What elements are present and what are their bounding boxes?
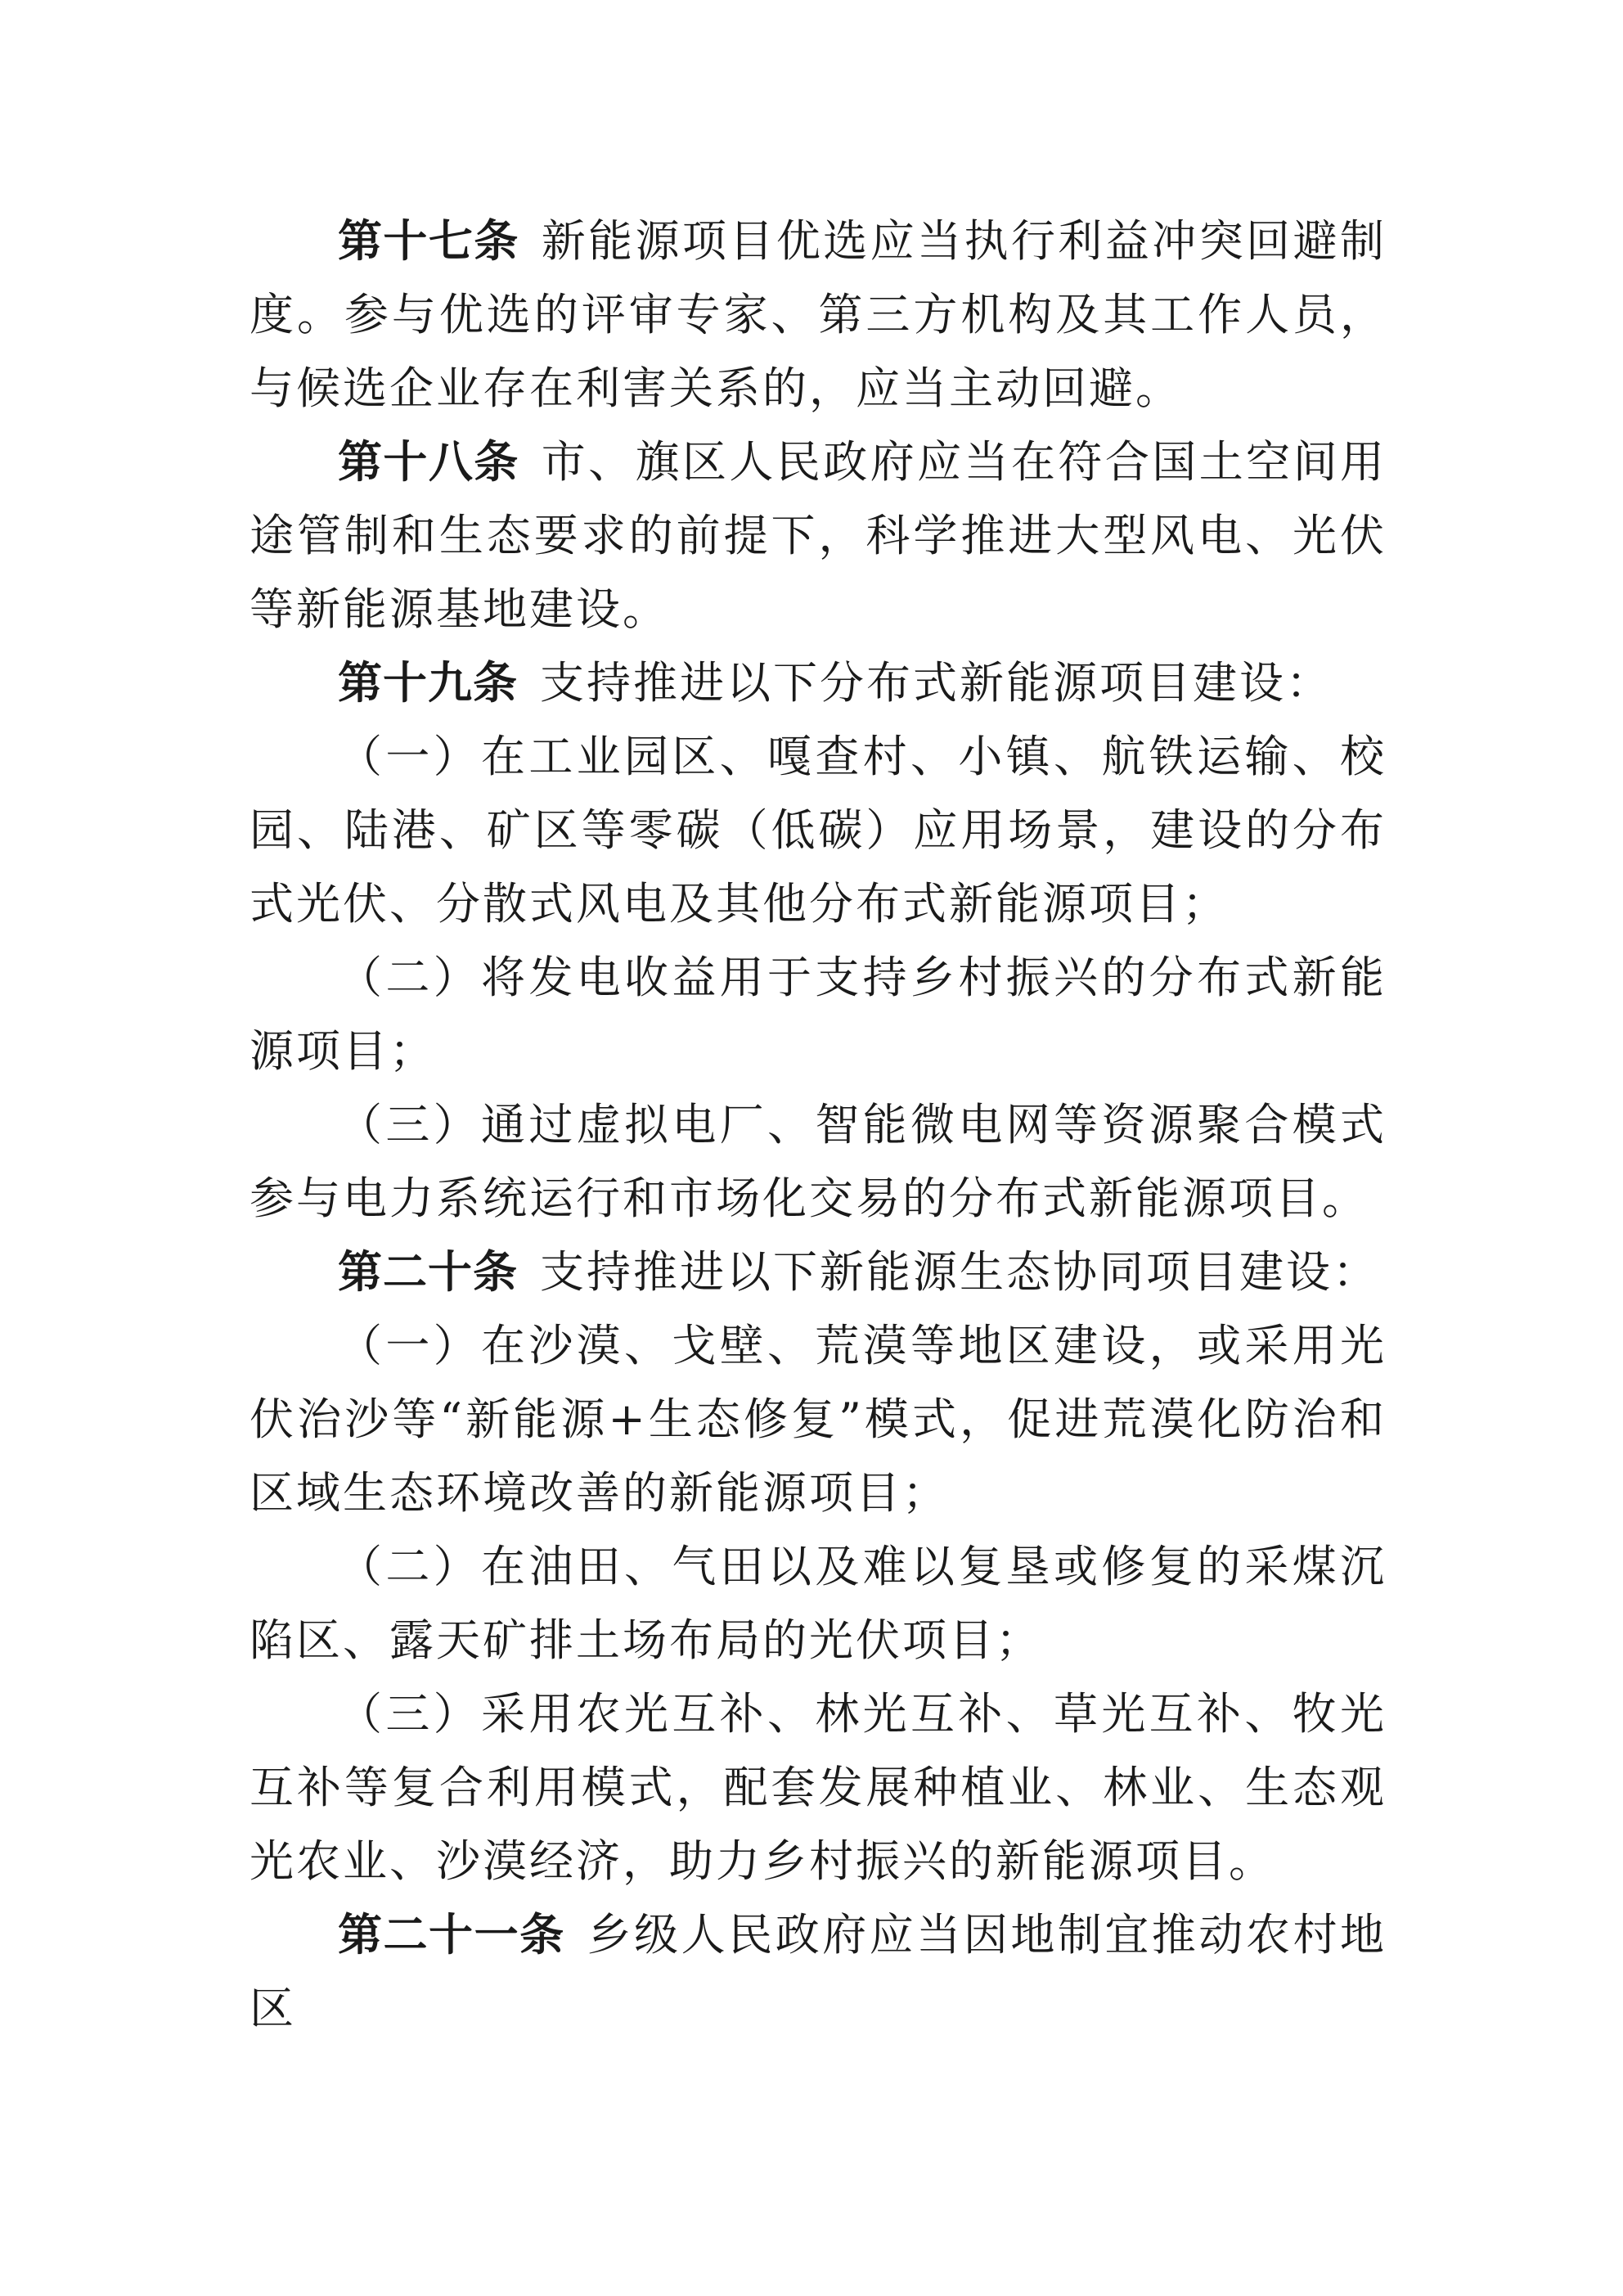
article-19-item-3: （三）通过虚拟电厂、智能微电网等资源聚合模式参与电力系统运行和市场化交易的分布式新能源项目。 xyxy=(250,1099,1387,1224)
article-21 xyxy=(250,1898,1387,2046)
article-title: 第二十一条 xyxy=(338,1909,565,1961)
article-19-item-2: （二）将发电收益用于支持乡村振兴的分布式新能源项目； xyxy=(250,952,1387,1077)
article-20-item-3: （三）采用农光互补、林光互补、草光互补、牧光互补等复合利用模式，配套发展种植业、林业、生态观光农业、沙漠经济，助力乡村振兴的新能源项目。 xyxy=(250,1688,1387,1887)
article-title: 第十七条 xyxy=(338,215,519,267)
document-page xyxy=(250,205,1387,2046)
article-19 xyxy=(250,646,1387,720)
article-20 xyxy=(250,1236,1387,1309)
article-title: 第十八条 xyxy=(338,436,519,488)
article-20-item-1: （一）在沙漠、戈壁、荒漠等地区建设，或采用光伏治沙等“新能源+生态修复”模式，促进荒漠化防治和区域生态环境改善的新能源项目； xyxy=(250,1320,1387,1519)
article-title: 第十九条 xyxy=(338,657,518,709)
article-title: 第二十条 xyxy=(338,1246,518,1298)
article-text: 乡级人民政府应当因地制宜推动农村地区 xyxy=(250,1909,1387,2034)
article-text: 支持推进以下分布式新能源项目建设： xyxy=(540,657,1333,709)
article-20-item-2: （二）在油田、气田以及难以复垦或修复的采煤沉陷区、露天矿排土场布局的光伏项目； xyxy=(250,1541,1387,1666)
article-text: 市、旗区人民政府应当在符合国土空间用途管制和生态要求的前提下，科学推进大型风电、光伏等新能源基地建设。 xyxy=(250,436,1387,635)
article-18 xyxy=(250,425,1387,646)
article-17 xyxy=(250,205,1387,425)
article-19-item-1: （一）在工业园区、嘎查村、小镇、航铁运输、校园、陆港、矿区等零碳（低碳）应用场景，建设的分布式光伏、分散式风电及其他分布式新能源项目； xyxy=(250,731,1387,930)
article-text: 支持推进以下新能源生态协同项目建设： xyxy=(540,1246,1379,1298)
article-text: 新能源项目优选应当执行利益冲突回避制度。参与优选的评审专家、第三方机构及其工作人员，与候选企业存在利害关系的，应当主动回避。 xyxy=(250,215,1387,414)
